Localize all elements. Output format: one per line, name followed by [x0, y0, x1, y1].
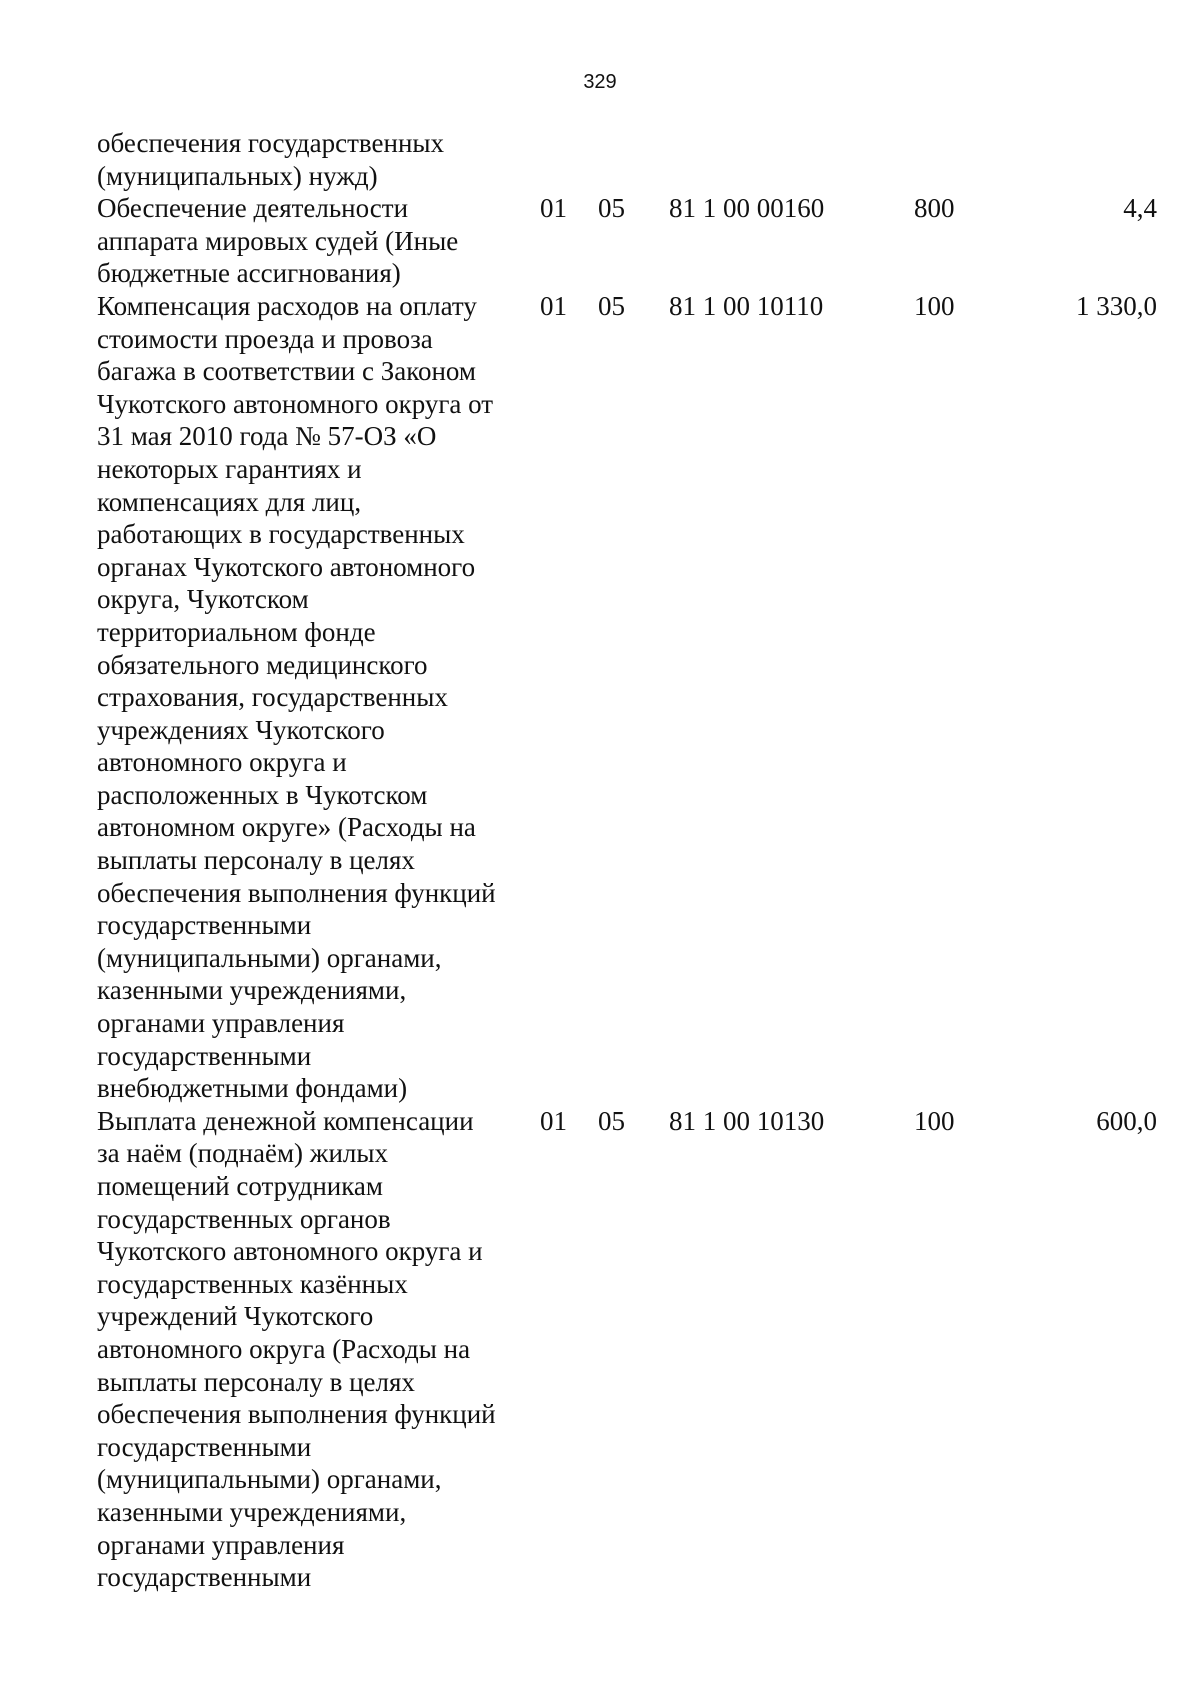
description-line: аппарата мировых судей (Иные [97, 225, 459, 256]
row-description [97, 192, 527, 290]
description-line: (муниципальными) органами, [97, 942, 442, 973]
section-cell: 01 [540, 193, 567, 224]
row-description [97, 1105, 527, 1594]
description-line: работающих в государственных [97, 519, 465, 550]
description-line: помещений сотрудникам [97, 1171, 383, 1201]
description-line: за наём (поднаём) жилых [97, 1138, 389, 1169]
description-line: автономного округа (Расходы на [97, 1333, 471, 1364]
description-line: автономном округе» (Расходы на [97, 812, 476, 843]
row-description [97, 127, 527, 192]
description-line: государственными [97, 910, 312, 941]
table-row [97, 192, 1157, 290]
expense-type-cell: 800 [914, 193, 955, 224]
subsection-cell: 05 [598, 290, 625, 321]
description-line: органах Чукотского автономного [97, 551, 476, 582]
description-line: Обеспечение деятельности [97, 193, 409, 224]
table-row [97, 127, 1157, 192]
description-line: Компенсация расходов на оплату [97, 290, 477, 321]
expense-type-cell: 100 [914, 1105, 955, 1136]
description-line: багажа в соответствии с Законом [97, 356, 476, 387]
description-line: расположенных в Чукотском [97, 779, 428, 810]
description-line: обеспечения государственных [97, 128, 445, 158]
description-line: обеспечения выполнения функций [97, 1399, 496, 1430]
amount-cell: 1 330,0 [1076, 290, 1157, 321]
subsection-cell: 05 [598, 193, 625, 224]
description-line: государственными [97, 1562, 312, 1593]
target-code-cell: 81 1 00 10110 [669, 290, 824, 321]
description-line: компенсациях для лиц, [97, 486, 362, 517]
description-line: государственных казённых [97, 1268, 408, 1299]
description-line: выплаты персоналу в целях [97, 845, 415, 876]
description-line: государственных органов [97, 1203, 391, 1234]
section-cell: 01 [540, 290, 567, 321]
description-line: государственными [97, 1431, 312, 1462]
description-line: государственными [97, 1040, 312, 1071]
description-line: казенными учреждениями, [97, 1496, 407, 1527]
table-row [97, 1105, 1157, 1594]
description-line: органами управления [97, 1529, 345, 1560]
table-row [97, 290, 1157, 1105]
description-line: внебюджетными фондами) [97, 1073, 408, 1104]
section-cell: 01 [540, 1105, 567, 1136]
description-line: бюджетные ассигнования) [97, 258, 401, 289]
description-line: учреждений Чукотского [97, 1301, 374, 1332]
description-line: Чукотского автономного округа и [97, 1236, 483, 1267]
description-line: (муниципальных) нужд) [97, 160, 378, 191]
description-line: страхования, государственных [97, 682, 448, 713]
description-line: учреждениях Чукотского [97, 714, 385, 745]
description-line: органами управления [97, 1008, 345, 1039]
description-line: обязательного медицинского [97, 649, 428, 680]
description-line: территориальном фонде [97, 616, 376, 647]
description-line: (муниципальными) органами, [97, 1464, 442, 1495]
description-line: 31 мая 2010 года № 57-ОЗ «О [97, 421, 437, 452]
row-description [97, 290, 527, 1105]
description-line: Выплата денежной компенсации [97, 1105, 474, 1136]
target-code-cell: 81 1 00 00160 [669, 193, 825, 224]
description-line: автономного округа и [97, 747, 347, 778]
description-line: стоимости проезда и провоза [97, 323, 433, 354]
description-line: некоторых гарантиях и [97, 453, 362, 484]
expense-type-cell: 100 [914, 290, 955, 321]
target-code-cell: 81 1 00 10130 [669, 1105, 825, 1136]
page-number: 329 [583, 71, 617, 93]
amount-cell: 600,0 [1096, 1105, 1157, 1136]
amount-cell: 4,4 [1123, 193, 1157, 224]
description-line: округа, Чукотском [97, 584, 309, 615]
subsection-cell: 05 [598, 1105, 625, 1136]
description-line: выплаты персоналу в целях [97, 1366, 415, 1397]
description-line: обеспечения выполнения функций [97, 877, 496, 908]
budget-table [97, 127, 1157, 1594]
description-line: казенными учреждениями, [97, 975, 407, 1006]
description-line: Чукотского автономного округа от [97, 388, 494, 419]
